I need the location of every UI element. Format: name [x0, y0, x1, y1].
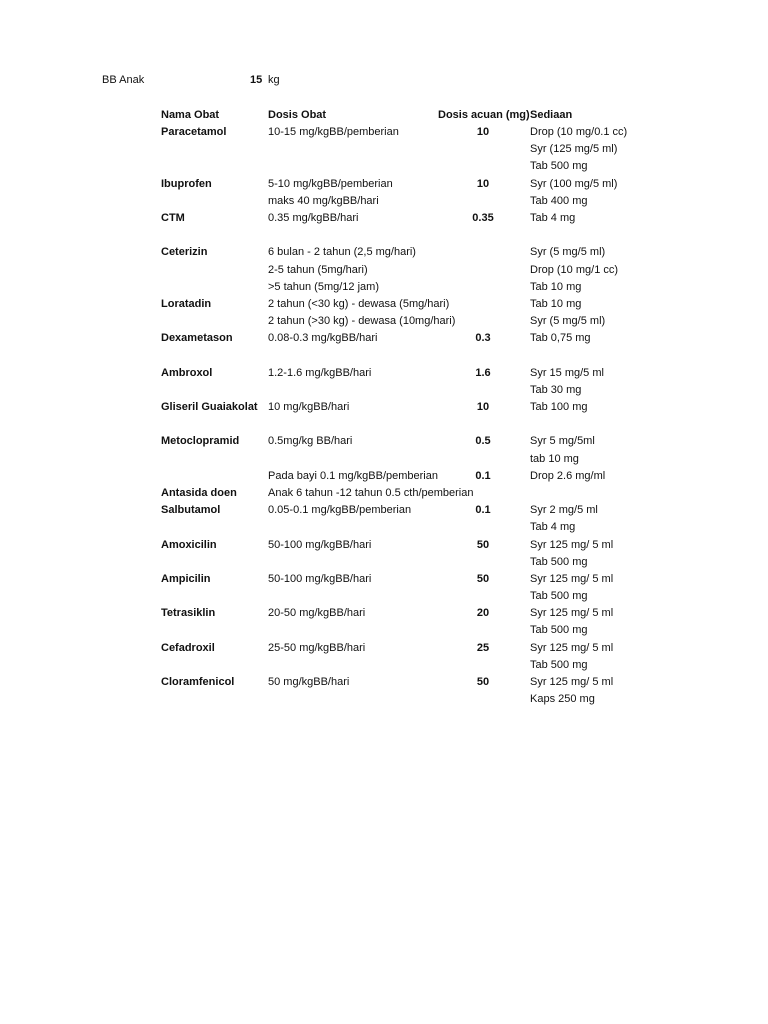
- preparation-cell: Tab 400 mg: [530, 194, 588, 207]
- table-row: [0, 451, 768, 468]
- dose-cell: 2 tahun (>30 kg) - dewasa (10mg/hari): [268, 315, 456, 328]
- drug-name-cell: Gliseril Guaiakolat: [161, 401, 258, 413]
- dose-cell: 0.35 mg/kgBB/hari: [268, 211, 359, 224]
- dose-cell: 2 tahun (<30 kg) - dewasa (5mg/hari): [268, 297, 450, 310]
- reference-dose-cell: 50: [476, 572, 490, 585]
- dose-cell: 5-10 mg/kgBB/pemberian: [268, 177, 393, 190]
- preparation-cell: Syr 15 mg/5 ml: [530, 366, 604, 379]
- reference-dose-cell: 10: [476, 126, 490, 138]
- preparation-cell: Drop (10 mg/0.1 cc): [530, 126, 628, 138]
- preparation-cell: Drop (10 mg/1 cc): [530, 263, 619, 276]
- preparation-cell: Syr 125 mg/ 5 ml: [530, 676, 614, 688]
- table-row: [0, 485, 768, 502]
- reference-dose-cell: 0.1: [475, 469, 491, 482]
- dose-cell: 0.05-0.1 mg/kgBB/pemberian: [268, 504, 412, 517]
- reference-dose-cell: 50: [476, 676, 490, 688]
- preparation-cell: Tab 500 mg: [530, 658, 588, 671]
- table-row: [0, 502, 768, 519]
- table-row: [0, 262, 768, 279]
- table-row: [0, 691, 768, 708]
- drug-name-cell: Paracetamol: [161, 126, 227, 138]
- preparation-cell: Tab 500 mg: [530, 555, 588, 568]
- table-row: [0, 313, 768, 330]
- table-row: [0, 468, 768, 485]
- table-row: [0, 227, 768, 244]
- table-row: [0, 657, 768, 674]
- table-row: [0, 296, 768, 313]
- table-header: [0, 107, 768, 124]
- weight-label: BB Anak: [102, 74, 145, 86]
- preparation-cell: tab 10 mg: [530, 452, 579, 465]
- drug-name-cell: Metoclopramid: [161, 435, 240, 448]
- reference-dose-cell: 10: [476, 401, 490, 413]
- table-row: [0, 674, 768, 691]
- dose-cell: 6 bulan - 2 tahun (2,5 mg/hari): [268, 246, 416, 259]
- reference-dose-cell: 25: [476, 641, 490, 654]
- preparation-cell: Tab 500 mg: [530, 590, 588, 603]
- dose-cell: 10-15 mg/kgBB/pemberian: [268, 126, 399, 138]
- drug-name-cell: Amoxicilin: [161, 538, 217, 551]
- table-row: [0, 141, 768, 158]
- preparation-cell: Syr 125 mg/ 5 ml: [530, 572, 614, 585]
- column-header-preparation: Sediaan: [530, 109, 573, 121]
- preparation-cell: Drop 2.6 mg/ml: [530, 469, 606, 482]
- dose-cell: 10 mg/kgBB/hari: [268, 401, 350, 413]
- drug-name-cell: Loratadin: [161, 297, 212, 310]
- table-row: [0, 416, 768, 433]
- dose-cell: 50-100 mg/kgBB/hari: [268, 572, 372, 585]
- preparation-cell: Tab 30 mg: [530, 383, 582, 396]
- preparation-cell: Syr 125 mg/ 5 ml: [530, 538, 614, 551]
- preparation-cell: Syr 5 mg/5ml: [530, 435, 595, 448]
- column-header-reference-dose: Dosis acuan (mg): [438, 109, 530, 121]
- table-row: [0, 519, 768, 536]
- preparation-cell: Syr (125 mg/5 ml): [530, 143, 618, 156]
- dose-cell: Anak 6 tahun -12 tahun 0.5 cth/pemberian: [268, 486, 474, 499]
- table-row: [0, 330, 768, 347]
- drug-name-cell: Dexametason: [161, 332, 233, 345]
- preparation-cell: Tab 4 mg: [530, 211, 576, 224]
- table-row: [0, 210, 768, 227]
- table-row: [0, 588, 768, 605]
- table-row: [0, 433, 768, 450]
- drug-name-cell: CTM: [161, 211, 185, 224]
- drug-name-cell: Ambroxol: [161, 366, 213, 379]
- reference-dose-cell: 0.3: [475, 332, 491, 345]
- dose-cell: Pada bayi 0.1 mg/kgBB/pemberian: [268, 469, 438, 482]
- table-row: [0, 640, 768, 657]
- preparation-cell: Syr (100 mg/5 ml): [530, 177, 618, 190]
- table-row: [0, 605, 768, 622]
- reference-dose-cell: 10: [476, 177, 490, 190]
- preparation-cell: Syr (5 mg/5 ml): [530, 246, 606, 259]
- preparation-cell: Syr 2 mg/5 ml: [530, 504, 598, 517]
- table-row: [0, 158, 768, 175]
- reference-dose-cell: 1.6: [475, 366, 491, 379]
- reference-dose-cell: 0.35: [472, 211, 494, 224]
- dose-cell: 2-5 tahun (5mg/hari): [268, 263, 368, 276]
- dose-cell: maks 40 mg/kgBB/hari: [268, 194, 379, 207]
- drug-name-cell: Ibuprofen: [161, 177, 212, 190]
- dose-cell: 20-50 mg/kgBB/hari: [268, 607, 366, 620]
- preparation-cell: Kaps 250 mg: [530, 693, 595, 706]
- drug-name-cell: Cefadroxil: [161, 641, 215, 654]
- table-row: [0, 365, 768, 382]
- preparation-cell: Tab 100 mg: [530, 401, 588, 413]
- table-row: [0, 571, 768, 588]
- column-header-name: Nama Obat: [161, 109, 220, 121]
- table-row: [0, 622, 768, 639]
- dose-cell: 25-50 mg/kgBB/hari: [268, 641, 366, 654]
- reference-dose-cell: 0.5: [475, 435, 491, 448]
- table-row: [0, 176, 768, 193]
- reference-dose-cell: 0.1: [475, 504, 491, 517]
- table-row: [0, 193, 768, 210]
- preparation-cell: Tab 10 mg: [530, 280, 582, 293]
- dose-cell: 50-100 mg/kgBB/hari: [268, 538, 372, 551]
- drug-name-cell: Ceterizin: [161, 246, 208, 259]
- table-row: [0, 279, 768, 296]
- column-header-dose: Dosis Obat: [268, 109, 327, 121]
- table-row: [0, 347, 768, 364]
- preparation-cell: Syr (5 mg/5 ml): [530, 315, 606, 328]
- dose-cell: >5 tahun (5mg/12 jam): [268, 280, 379, 293]
- preparation-cell: Tab 0,75 mg: [530, 332, 591, 345]
- weight-unit: kg: [268, 74, 280, 86]
- reference-dose-cell: 20: [476, 607, 490, 620]
- drug-table-body: [0, 124, 768, 708]
- table-row: [0, 554, 768, 571]
- preparation-cell: Tab 10 mg: [530, 297, 582, 310]
- drug-name-cell: Cloramfenicol: [161, 676, 235, 688]
- dose-cell: 1.2-1.6 mg/kgBB/hari: [268, 366, 372, 379]
- dose-cell: 50 mg/kgBB/hari: [268, 676, 350, 688]
- dose-cell: 0.5mg/kg BB/hari: [268, 435, 353, 448]
- table-row: [0, 244, 768, 261]
- dose-cell: 0.08-0.3 mg/kgBB/hari: [268, 332, 378, 345]
- drug-name-cell: Antasida doen: [161, 486, 237, 499]
- table-row: [0, 382, 768, 399]
- table-row: [0, 399, 768, 416]
- preparation-cell: Tab 4 mg: [530, 521, 576, 534]
- table-row: [0, 537, 768, 554]
- preparation-cell: Tab 500 mg: [530, 160, 588, 173]
- drug-name-cell: Tetrasiklin: [161, 607, 216, 620]
- drug-name-cell: Ampicilin: [161, 572, 211, 585]
- preparation-cell: Tab 500 mg: [530, 624, 588, 637]
- drug-name-cell: Salbutamol: [161, 504, 221, 517]
- preparation-cell: Syr 125 mg/ 5 ml: [530, 607, 614, 620]
- reference-dose-cell: 50: [476, 538, 490, 551]
- weight-value: 15: [250, 74, 263, 86]
- preparation-cell: Syr 125 mg/ 5 ml: [530, 641, 614, 654]
- table-row: [0, 124, 768, 141]
